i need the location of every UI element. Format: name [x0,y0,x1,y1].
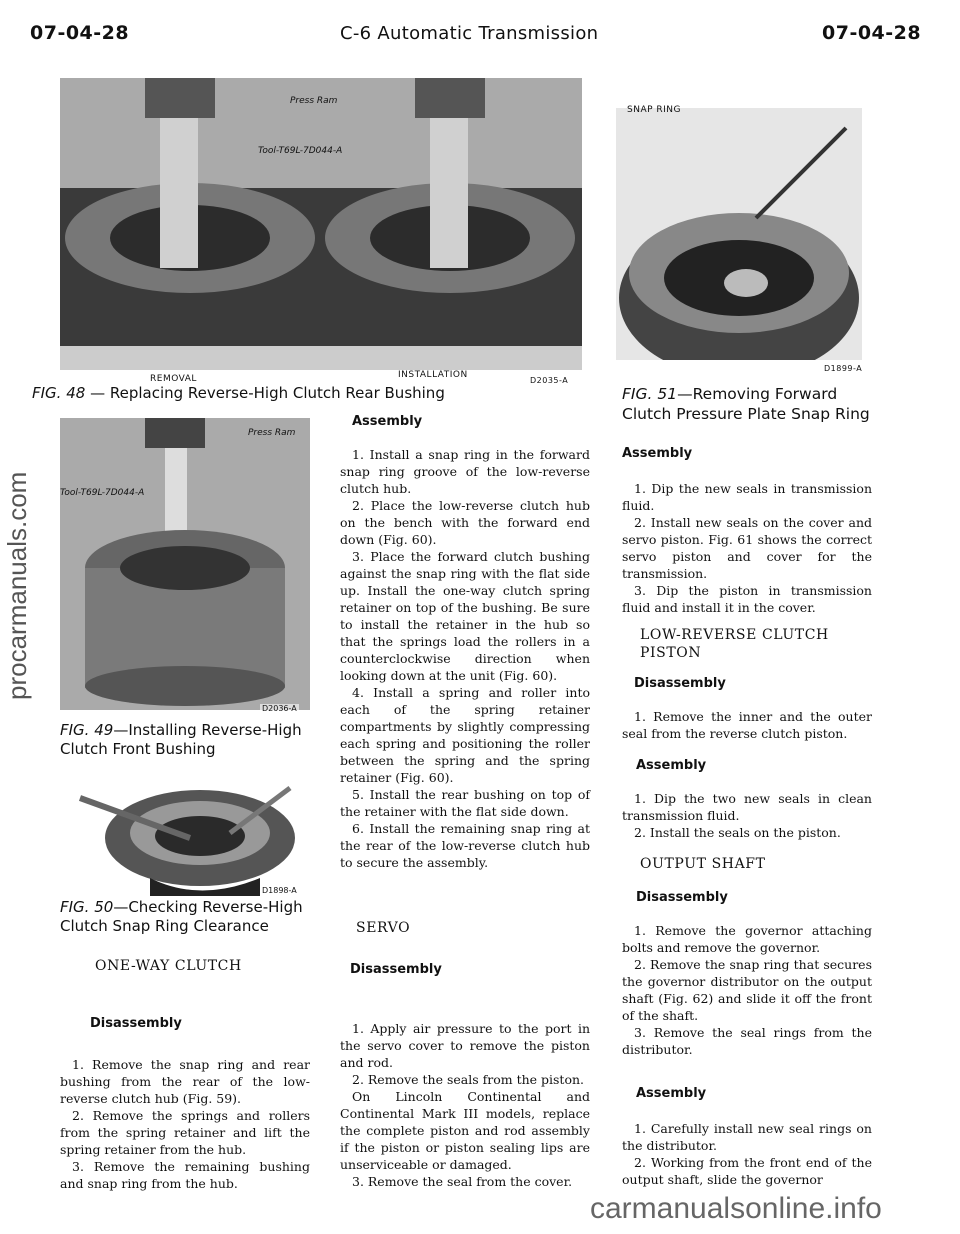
fig50-caption-number: FIG. 50 [60,898,114,916]
paragraph: 1. Dip the new seals in transmission fluid. [622,481,872,513]
fig51-snap-ring-label: SNAP RING [627,105,682,115]
fig48-press-ram-label: Press Ram [290,96,338,106]
fig49-caption-line2: Clutch Front Bushing [60,740,216,758]
servo-disassembly-subheading: Disassembly [350,962,442,977]
page-number-left: 07-04-28 [30,22,130,44]
paragraph: 2. Remove the springs and rollers from the spring retainer and lift the spring retainer from the hub. [60,1108,310,1157]
fig51-illustration [616,108,862,360]
fig49-illustration [60,418,310,710]
fig49-caption [60,721,302,759]
paragraph: 4. Install a spring and roller into each of the spring retainer compartments by slightly compressing each spring and positioning the roller between the spring and the spring retainer (Fig. 60). [340,685,590,785]
paragraph: 2. Remove the seals from the piston. [352,1072,585,1087]
one-way-clutch-disassembly-subheading: Disassembly [90,1016,182,1031]
piston-disassembly-text [622,708,872,742]
paragraph: 1. Remove the governor attaching bolts and remove the governor. [622,923,872,955]
fig50-photo [60,778,310,896]
output-shaft-disassembly-text [622,922,872,1058]
paragraph: 1. Apply air pressure to the port in the servo cover to remove the piston and rod. [340,1021,590,1070]
fig51-caption [622,384,870,424]
output-shaft-assembly-text [622,1120,872,1188]
one-way-clutch-heading: ONE-WAY CLUTCH [95,958,242,974]
fig48-photo [60,78,582,370]
piston-assembly-subheading: Assembly [636,758,707,773]
fig51-photo [616,108,862,360]
fig50-caption-line2: Clutch Snap Ring Clearance [60,917,269,935]
paragraph: 1. Carefully install new seal rings on the distributor. [622,1121,872,1153]
servo-heading: SERVO [356,920,411,936]
fig51-caption-line2: Clutch Pressure Plate Snap Ring [622,405,870,423]
fig50-illustration [60,778,310,896]
paragraph: 3. Remove the remaining bushing and snap ring from the hub. [60,1159,310,1191]
fig50-caption [60,898,303,936]
paragraph: 2. Install new seals on the cover and servo piston. Fig. 61 shows the correct servo piston and cover for the transmission. [622,515,872,581]
fig51-caption-text: —Removing Forward [677,385,838,403]
servo-assembly-text [622,480,872,616]
page-title: C-6 Automatic Transmission [340,23,599,44]
fig49-caption-text: —Installing Reverse-High [113,721,302,739]
fig48-caption [32,384,445,403]
one-way-clutch-assembly-subheading: Assembly [352,414,423,429]
paragraph: 1. Remove the snap ring and rear bushing from the rear of the low-reverse clutch hub (Fig. 59). [60,1057,310,1106]
low-reverse-clutch-piston-heading: LOW-REVERSE CLUTCH PISTON [640,627,829,661]
paragraph: On Lincoln Continental and Continental Mark III models, replace the complete piston and rod assembly if the piston or piston sealing lips are unserviceable or damaged. [340,1089,590,1172]
piston-assembly-text [622,790,872,841]
piston-disassembly-subheading: Disassembly [634,676,726,691]
output-shaft-heading: OUTPUT SHAFT [640,856,766,872]
paragraph: 1. Dip the two new seals in clean transmission fluid. [622,791,872,823]
fig48-illustration [60,78,582,370]
paragraph: 3. Place the forward clutch bushing against the snap ring with the flat side up. Install the one-way clutch spring retainer on top of the bushing. Be sure to install the retainer in the hub so that the springs load the rollers in a counterclockwise direction when looking down at the unit (Fig. 60). [340,549,590,683]
fig51-code: D1899-A [824,364,863,373]
fig49-tool-label: Tool-T69L-7D044-A [60,488,145,498]
one-way-clutch-assembly-text [340,446,590,871]
one-way-clutch-disassembly-text [60,1056,310,1192]
paragraph: 2. Working from the front end of the output shaft, slide the governor [622,1155,872,1187]
fig49-caption-number: FIG. 49 [60,721,114,739]
paragraph: 2. Place the low-reverse clutch hub on the bench with the forward end down (Fig. 60). [340,498,590,547]
fig48-caption-text: — Replacing Reverse-High Clutch Rear Bushing [85,384,445,402]
paragraph: 1. Install a snap ring in the forward snap ring groove of the low-reverse clutch hub. [340,447,590,496]
paragraph: 3. Remove the seal rings from the distributor. [622,1025,872,1057]
paragraph: 2. Install the seals on the piston. [634,825,841,840]
paragraph: 3. Dip the piston in transmission fluid and install it in the cover. [622,583,872,615]
fig49-photo [60,418,310,710]
paragraph: 1. Remove the inner and the outer seal from the reverse clutch piston. [622,709,872,741]
paragraph: 2. Remove the snap ring that secures the governor distributor on the output shaft (Fig. 62) and slide it off the front of the shaft. [622,957,872,1023]
fig48-caption-number: FIG. 48 [32,384,86,402]
servo-disassembly-text [340,1020,590,1190]
side-watermark: procarmanuals.com [2,471,32,700]
fig48-removal-label: REMOVAL [150,374,197,384]
output-shaft-assembly-subheading: Assembly [636,1086,707,1101]
page-number-right: 07-04-28 [822,22,922,44]
fig49-code: D2036-A [262,704,297,713]
fig48-code: D2035-A [530,376,569,385]
fig48-installation-label: INSTALLATION [398,370,468,380]
fig50-caption-text: —Checking Reverse-High [113,898,303,916]
servo-assembly-subheading: Assembly [622,446,693,461]
fig51-caption-number: FIG. 51 [622,385,678,403]
paragraph: 6. Install the remaining snap ring at the rear of the low-reverse clutch hub to secure the assembly. [340,821,590,870]
fig48-tool-label: Tool-T69L-7D044-A [258,146,343,156]
footer-watermark: carmanualsonline.info [590,1192,882,1225]
fig49-press-ram-label: Press Ram [248,428,296,438]
paragraph: 3. Remove the seal from the cover. [352,1174,573,1189]
output-shaft-disassembly-subheading: Disassembly [636,890,728,905]
fig50-code: D1898-A [262,886,297,895]
paragraph: 5. Install the rear bushing on top of the retainer with the flat side down. [340,787,590,819]
